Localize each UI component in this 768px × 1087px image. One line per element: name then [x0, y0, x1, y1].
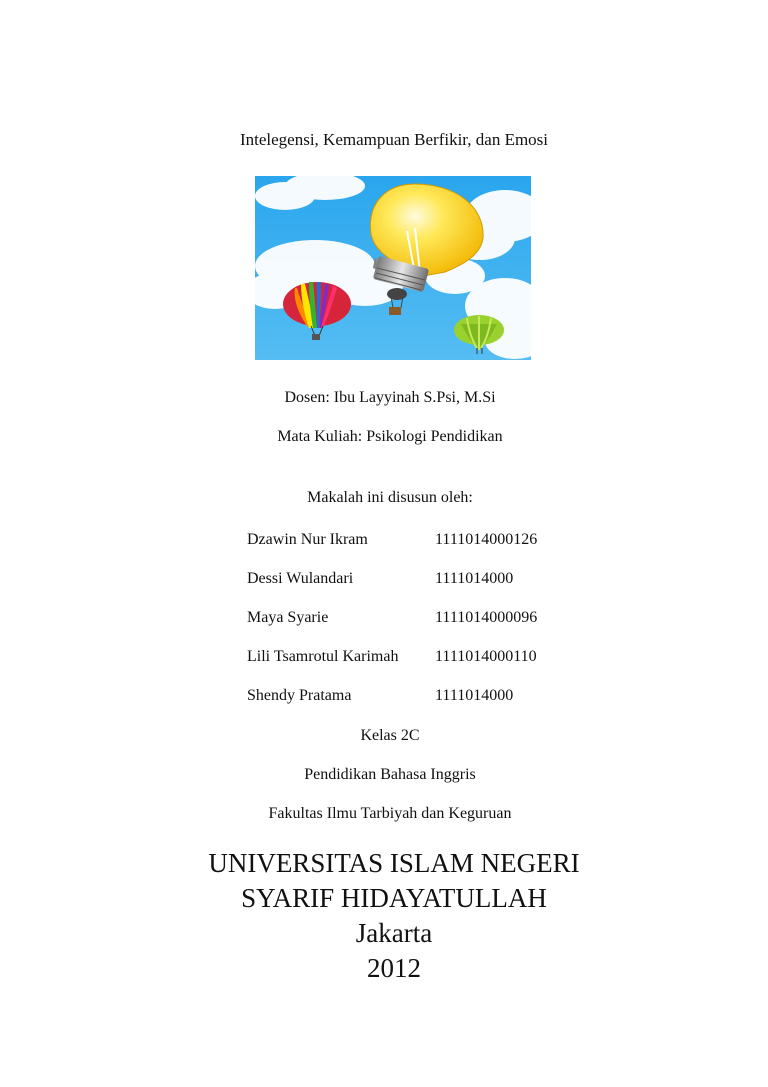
course-line: Mata Kuliah: Psikologi Pendidikan: [277, 428, 503, 445]
member-row: [247, 687, 627, 709]
university-name-line1: UNIVERSITAS ISLAM NEGERI: [208, 848, 580, 878]
member-name: Maya Syarie: [247, 609, 329, 626]
member-nim: 1111014000126: [435, 531, 538, 548]
university-name-line2: SYARIF HIDAYATULLAH: [241, 883, 547, 913]
member-row: [247, 570, 627, 592]
member-nim: 1111014000: [435, 687, 514, 704]
city: Jakarta: [355, 918, 433, 948]
member-row: [247, 648, 627, 670]
compiled-by-line: Makalah ini disusun oleh:: [307, 489, 473, 506]
member-nim: 1111014000: [435, 570, 514, 587]
member-row: [247, 531, 627, 553]
year: 2012: [367, 953, 421, 983]
faculty-line: Fakultas Ilmu Tarbiyah dan Keguruan: [268, 805, 512, 822]
class-line: Kelas 2C: [360, 727, 420, 744]
member-name: Lili Tsamrotul Karimah: [247, 648, 399, 665]
member-nim: 1111014000096: [435, 609, 538, 626]
member-name: Shendy Pratama: [247, 687, 352, 704]
program-line: Pendidikan Bahasa Inggris: [304, 766, 476, 783]
lightbulb-balloon-illustration: [255, 176, 531, 360]
member-row: [247, 609, 627, 631]
member-name: Dessi Wulandari: [247, 570, 354, 587]
document-title: Intelegensi, Kemampuan Berfikir, dan Emosi: [239, 130, 549, 149]
lecturer-line: Dosen: Ibu Layyinah S.Psi, M.Si: [284, 389, 496, 406]
member-nim: 1111014000110: [435, 648, 537, 665]
member-name: Dzawin Nur Ikram: [247, 531, 368, 548]
